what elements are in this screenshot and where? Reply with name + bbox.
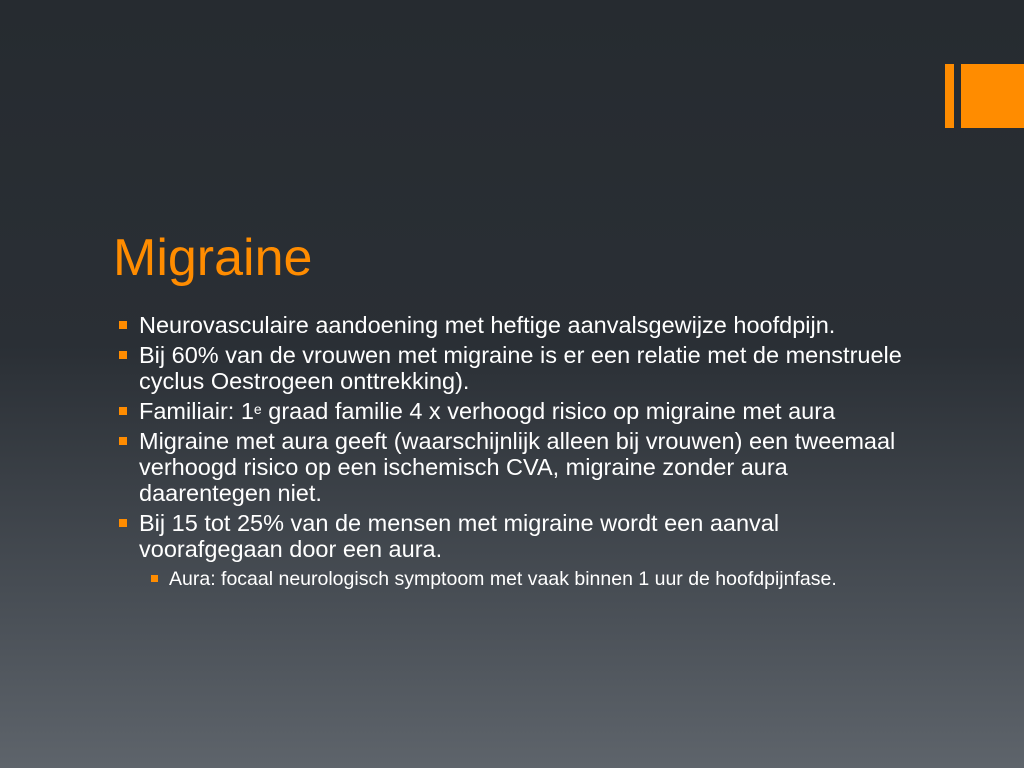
square-bullet-icon	[119, 437, 127, 445]
bullet-text: Neurovasculaire aandoening met heftige aanvalsgewijze hoofdpijn.	[139, 312, 836, 338]
sub-bullet-item	[139, 568, 907, 591]
bullet-text: Bij 60% van de vrouwen met migraine is er een relatie met de menstruele cyclus Oestrogeen onttrekking).	[139, 342, 902, 394]
accent-bar-thin	[945, 64, 954, 128]
bullet-text-end: graad familie 4 x verhoogd risico op migraine met aura	[261, 398, 836, 424]
square-bullet-icon	[119, 519, 127, 527]
square-sub-bullet-icon	[151, 575, 158, 582]
bullet-item	[117, 428, 907, 506]
bullet-item	[117, 510, 907, 591]
bullet-text-start: Familiair: 1	[139, 398, 254, 424]
square-bullet-icon	[119, 351, 127, 359]
square-bullet-icon	[119, 407, 127, 415]
accent-bar-thick	[961, 64, 1024, 128]
slide-title: Migraine	[113, 229, 313, 287]
bullet-text: Bij 15 tot 25% van de mensen met migraine wordt een aanval voorafgegaan door een aura.	[139, 510, 780, 562]
bullet-list	[117, 312, 907, 595]
bullet-item	[117, 398, 907, 424]
bullet-item	[117, 312, 907, 338]
superscript: e	[253, 401, 262, 417]
bullet-text	[139, 398, 835, 424]
sub-bullet-text: Aura: focaal neurologisch symptoom met vaak binnen 1 uur de hoofdpijnfase.	[169, 568, 837, 590]
bullet-item	[117, 342, 907, 394]
square-bullet-icon	[119, 321, 127, 329]
bullet-text: Migraine met aura geeft (waarschijnlijk alleen bij vrouwen) een tweemaal verhoogd risico op een ischemisch CVA, migraine zonder aura daarentegen niet.	[139, 428, 896, 506]
sub-bullet-list	[139, 568, 907, 591]
